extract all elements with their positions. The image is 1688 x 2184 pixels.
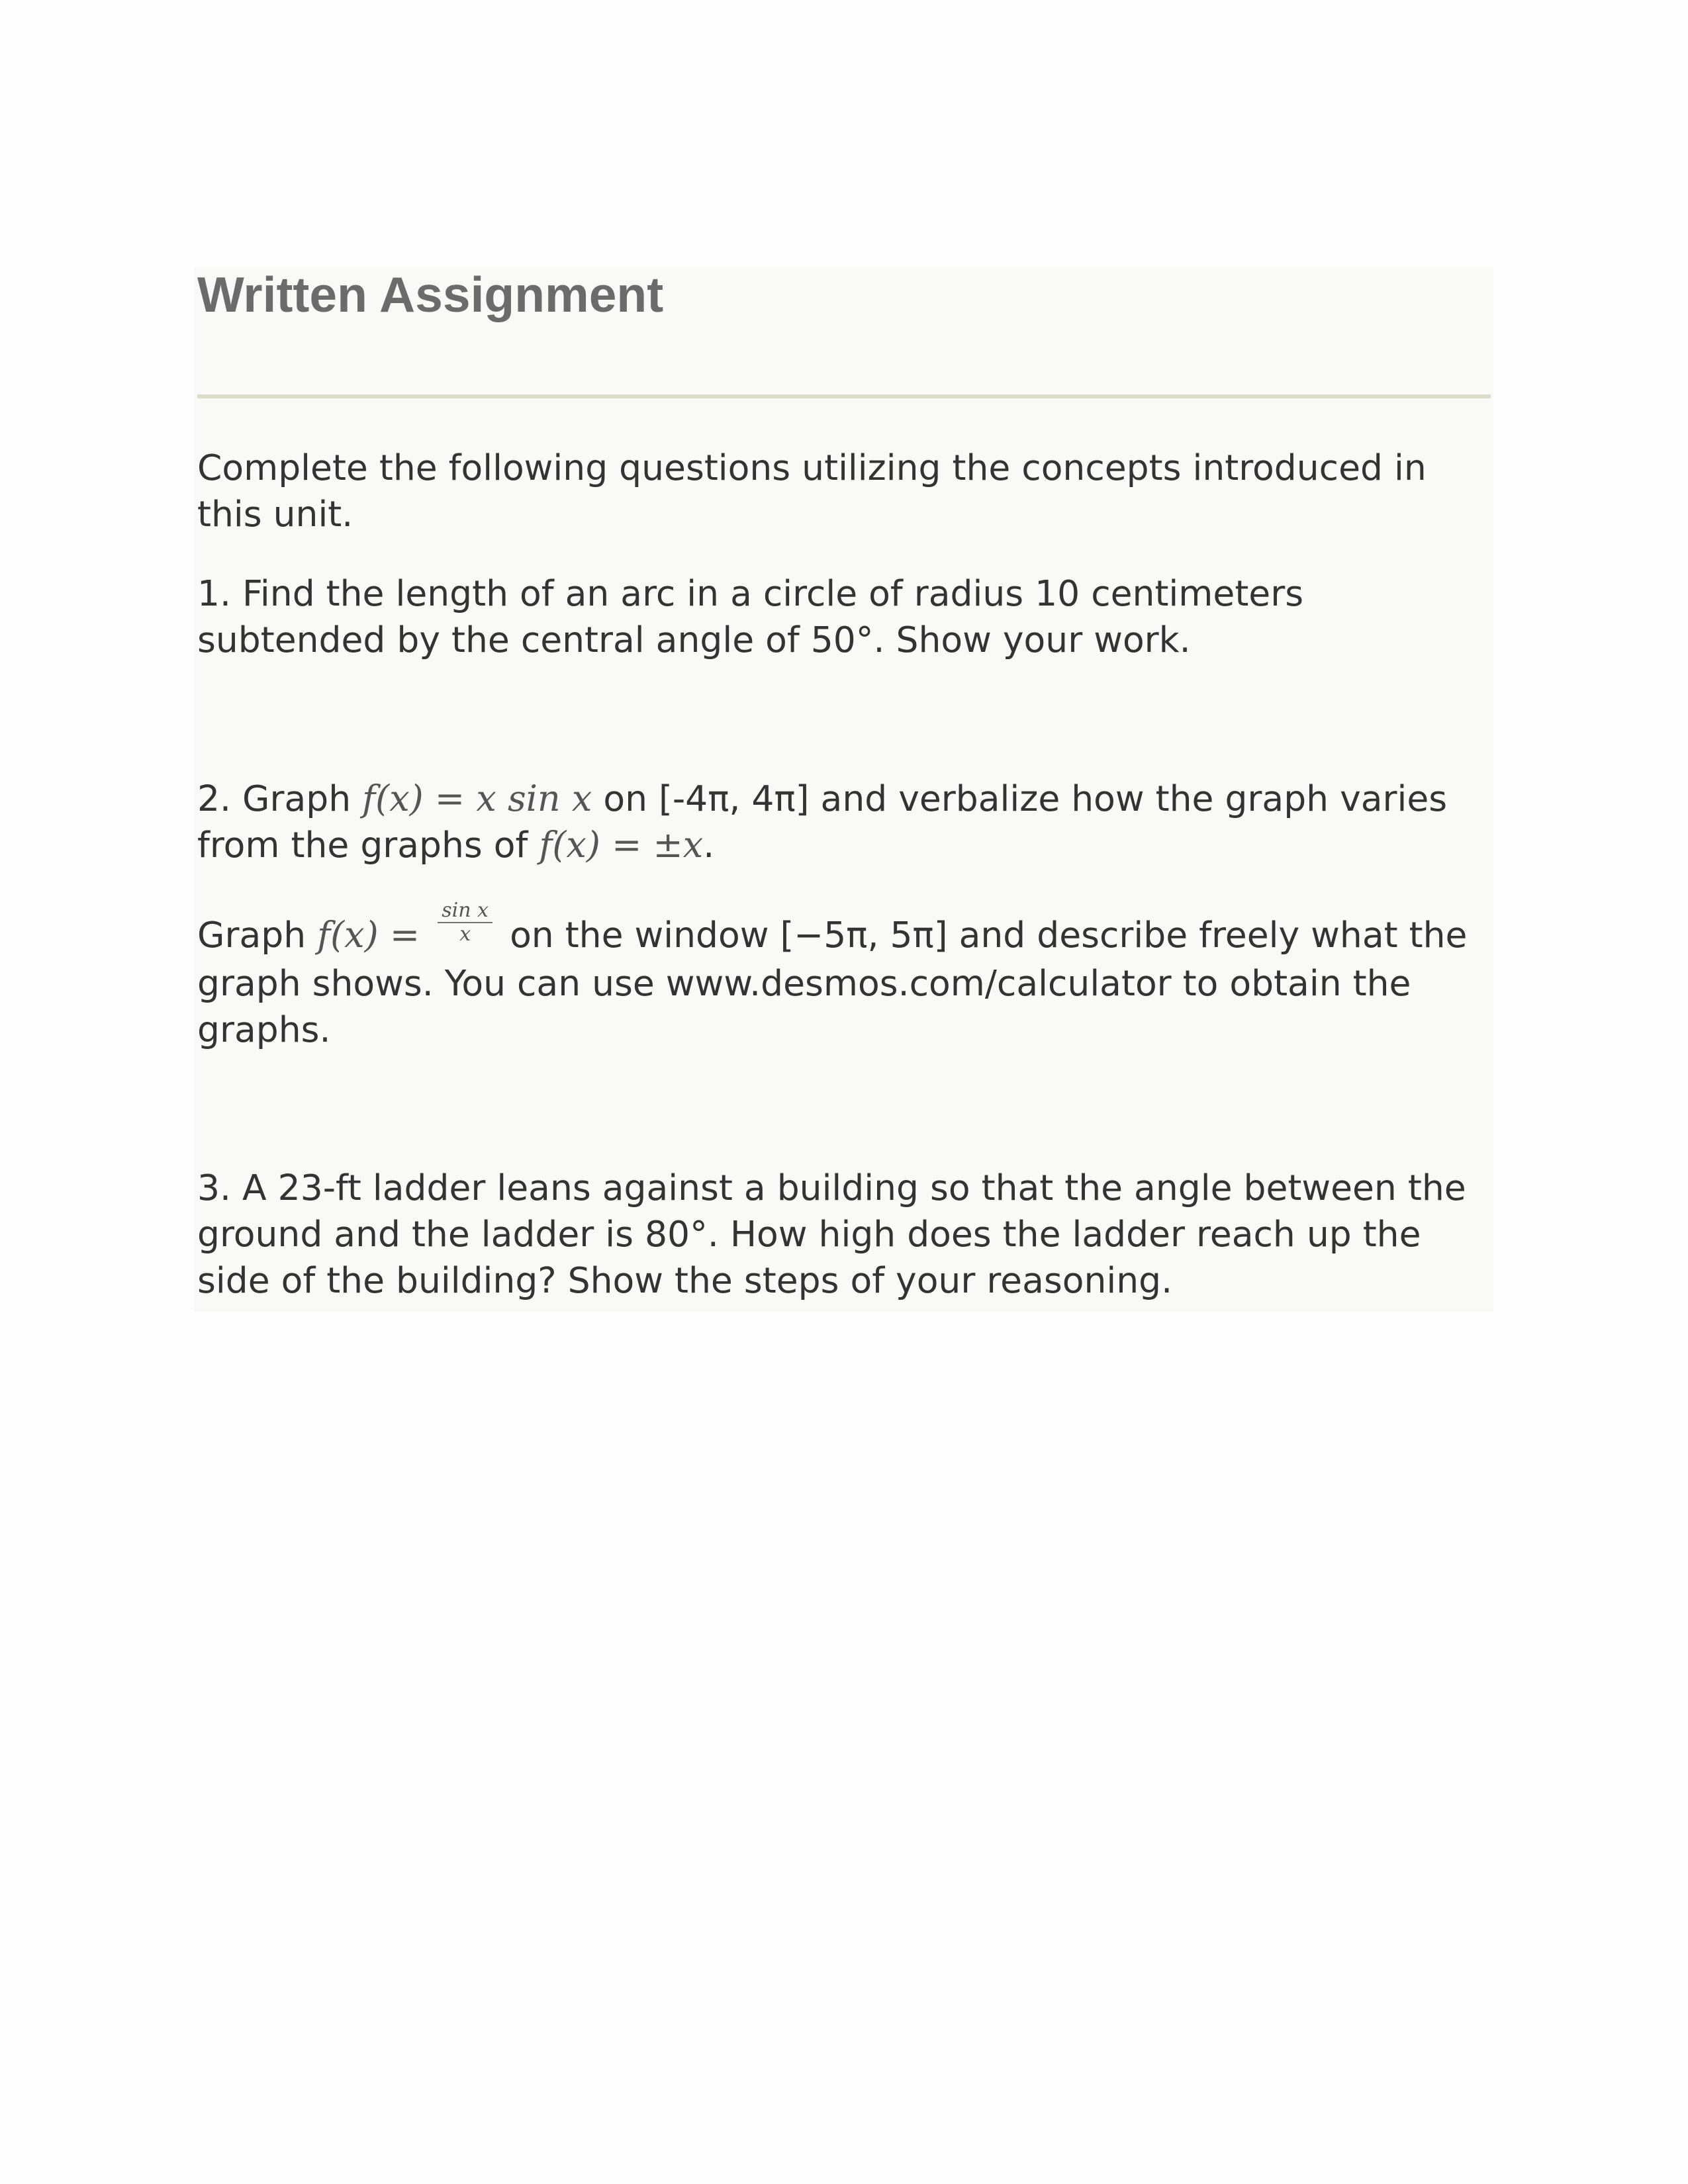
- formula-sinc: [317, 914, 431, 956]
- question-1: 1. Find the length of an arc in a circle of radius 10 centimeters subtended by the central angle of 50°. Show your work.: [197, 572, 1304, 660]
- formula2-lhs: f(x): [539, 824, 600, 866]
- formula-plus-minus-x: [539, 824, 703, 866]
- question-3: 3. A 23-ft ladder leans against a building so that the angle between the ground and the ladder is 80°. How high does the ladder reach up the side of the building? Show the steps of your reasoning.: [197, 1167, 1466, 1301]
- intro-paragraph: Complete the following questions utilizing the concepts introduced in this unit.: [197, 447, 1427, 535]
- fraction-numerator: sin x: [438, 899, 492, 923]
- formula3-lhs: f(x): [317, 914, 379, 956]
- question-2-prefix: 2. Graph: [197, 778, 363, 819]
- formula-x-sin-x: [362, 778, 592, 819]
- fraction-denominator: x: [459, 923, 471, 946]
- formula2-rhs: x: [682, 824, 704, 866]
- question-2-suffix: .: [703, 824, 715, 866]
- formula-rhs: x sin x: [476, 778, 592, 819]
- title-divider: [197, 394, 1491, 398]
- question-2-part-2: [197, 899, 1481, 1053]
- question-2: [197, 776, 1481, 868]
- formula2-eq: = ±: [600, 824, 683, 866]
- page-title: Written Assignment: [197, 267, 664, 322]
- question-2-middle: on [-4π, 4π] and verbalize how the graph varies from the graphs of: [197, 778, 1448, 866]
- formula3-eq: =: [378, 914, 432, 956]
- formula-lhs: f(x): [362, 778, 424, 819]
- formula-eq: =: [423, 778, 477, 819]
- part-2-prefix: Graph: [197, 914, 318, 956]
- fraction-sin-x-over-x: [438, 899, 492, 946]
- part-2-text: on the window [−5π, 5π] and describe freely what the graph shows. You can use www.desmos.com/calculator to obtain the graphs.: [197, 914, 1468, 1051]
